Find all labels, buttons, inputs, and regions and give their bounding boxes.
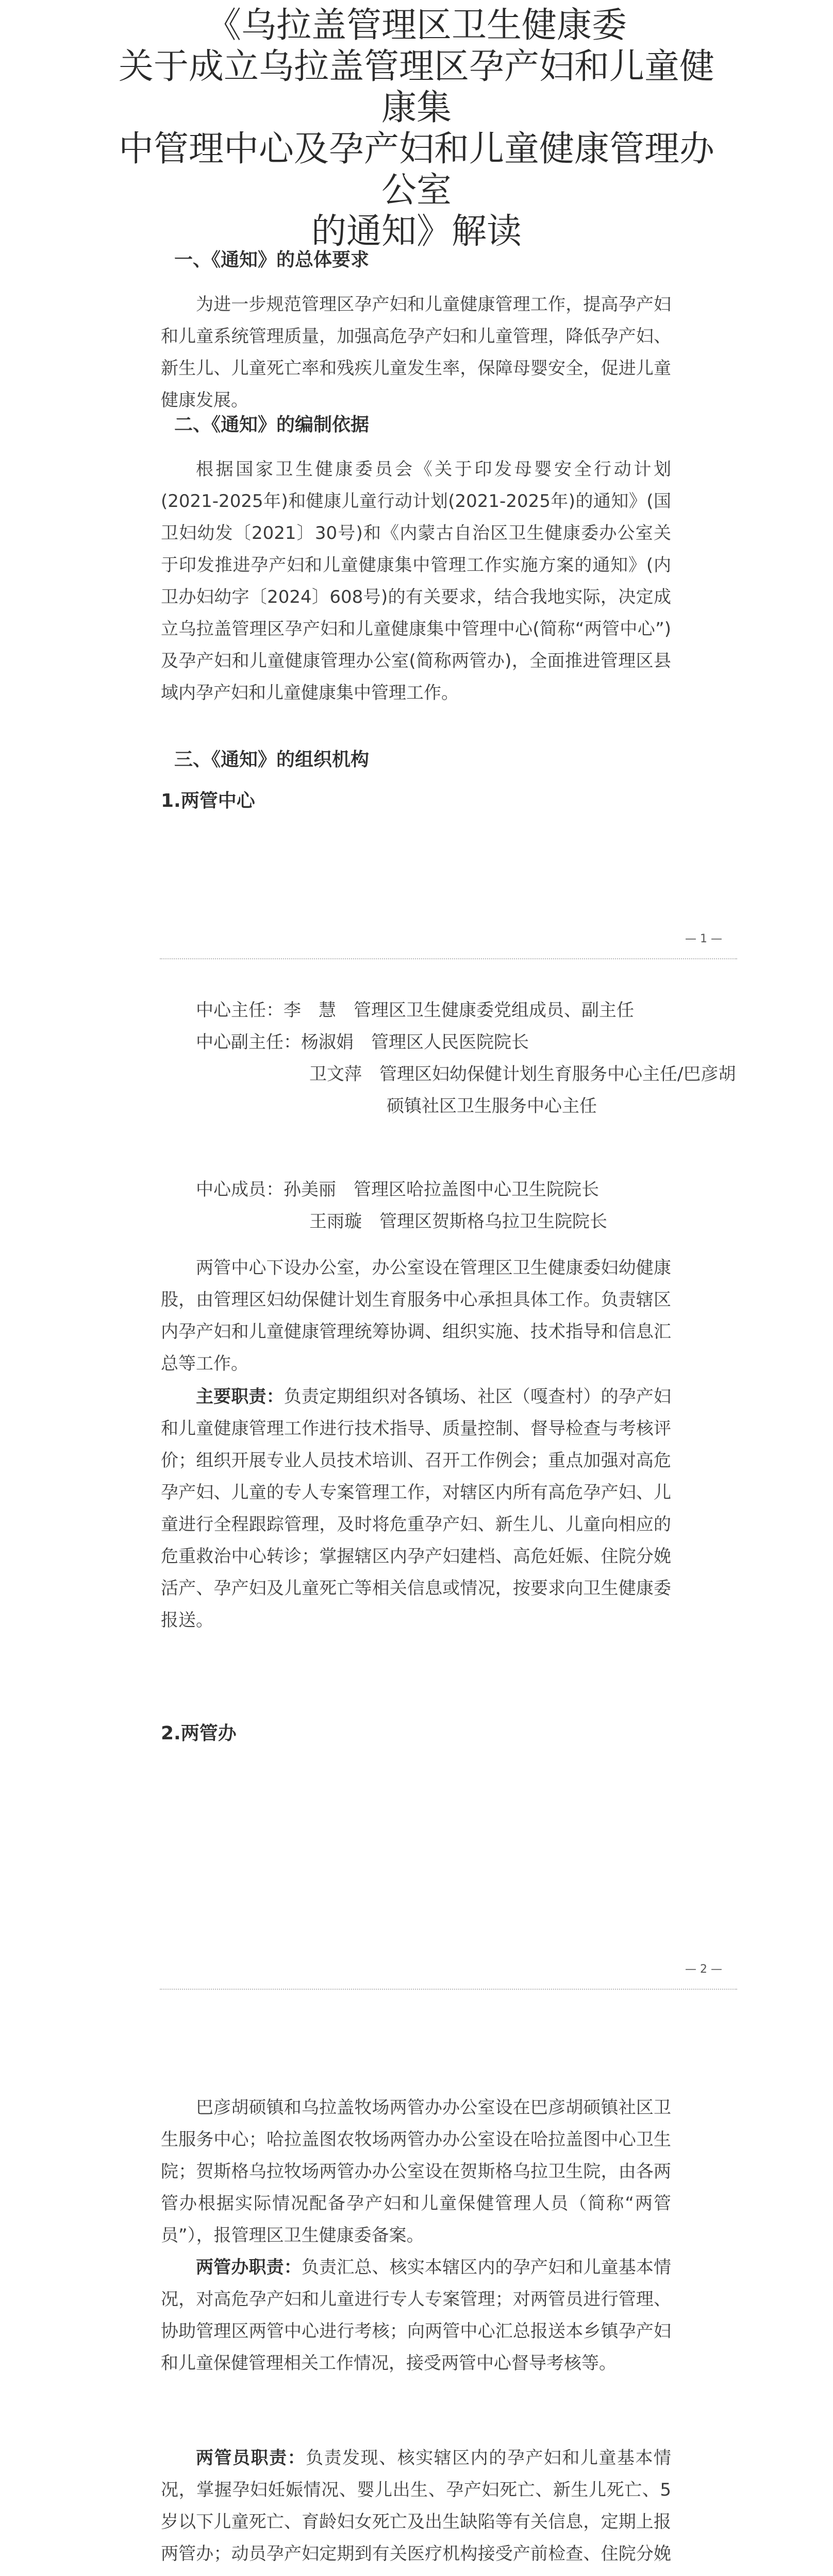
- offices-intro-paragraph: 巴彦胡硕镇和乌拉盖牧场两管办办公室设在巴彦胡硕镇社区卫生服务中心；哈拉盖图农牧场两管办办公室设在哈拉盖图中心卫生院；贺斯格乌拉牧场两管办办公室设在贺斯格乌拉卫生院，由各两管办根据实际情况配备孕产妇和儿童保健管理人员（简称“两管员”），报管理区卫生健康委备案。: [161, 2097, 671, 2246]
- main-duties-label: 主要职责：: [196, 1386, 284, 1407]
- staff-duties-label: 两管员职责：: [196, 2448, 306, 2468]
- office-duties-paragraph: [161, 2251, 671, 2379]
- title-line-1: 《乌拉盖管理区卫生健康委: [206, 5, 627, 46]
- office-paragraph: 两管中心下设办公室，办公室设在管理区卫生健康委妇幼健康股，由管理区妇幼保健计划生育服务中心承担具体工作。负责辖区内孕产妇和儿童健康管理统筹协调、组织实施、技术指导和信息汇总等工作。: [161, 1258, 671, 1374]
- page-number: — 2 —: [685, 1963, 722, 1976]
- member-2: 王雨璇 管理区贺斯格乌拉卫生院院长: [309, 1211, 607, 1232]
- title-line-4: 的通知》解读: [311, 211, 522, 252]
- subsection-two-centers-heading: 1.两管中心: [161, 790, 255, 811]
- document-title: [103, 5, 730, 252]
- main-duties-paragraph: [161, 1381, 671, 1636]
- section-2-body: 根据国家卫生健康委员会《关于印发母婴安全行动计划(2021-2025年)和健康儿童行动计划(2021-2025年)的通知》(国卫妇幼发〔2021〕30号)和《内蒙古自治区卫生健康委办公室关于印发推进孕产妇和儿童健康集中管理工作实施方案的通知》(内卫办妇幼字〔2024〕608号)的有关要求，结合我地实际，决定成立乌拉盖管理区孕产妇和儿童健康集中管理中心(简称“两管中心”)及孕产妇和儿童健康管理办公室(简称两管办)，全面推进管理区县域内孕产妇和儿童健康集中管理工作。: [161, 459, 671, 703]
- staff-duties-paragraph: [161, 2442, 671, 2576]
- section-2-heading: 二、《通知》的编制依据: [174, 414, 370, 435]
- office-duties-text: 负责汇总、核实本辖区内的孕产妇和儿童基本情况，对高危孕产妇和儿童进行专人专案管理；对两管员进行管理、协助管理区两管中心进行考核；向两管中心汇总报送本乡镇孕产妇和儿童保健管理相关工作情况，接受两管中心督导考核等。: [161, 2257, 672, 2374]
- main-duties-text: 负责定期组织对各镇场、社区（嘎查村）的孕产妇和儿童健康管理工作进行技术指导、质量控制、督导检查与考核评价；组织开展专业人员技术培训、召开工作例会；重点加强对高危孕产妇、儿童的专人专案管理工作，对辖区内所有高危孕产妇、儿童进行全程跟踪管理，及时将危重孕产妇、新生儿、儿童向相应的危重救治中心转诊；掌握辖区内孕产妇建档、高危妊娠、住院分娩活产、孕产妇及儿童死亡等相关信息或情况，按要求向卫生健康委报送。: [161, 1386, 672, 1631]
- title-line-3: 中管理中心及孕产妇和儿童健康管理办公室: [118, 129, 714, 211]
- page-number: — 1 —: [685, 933, 722, 945]
- subsection-two-offices-heading: 2.两管办: [161, 1723, 237, 1744]
- member-1: 中心成员：孙美丽 管理区哈拉盖图中心卫生院院长: [196, 1179, 599, 1200]
- office-duties-label: 两管办职责：: [196, 2257, 302, 2278]
- member-director: 中心主任：李 慧 管理区卫生健康委党组成员、副主任: [196, 1000, 634, 1021]
- title-line-2: 关于成立乌拉盖管理区孕产妇和儿童健康集: [118, 46, 714, 128]
- staff-duties-text: 负责发现、核实辖区内的孕产妇和儿童基本情况，掌握孕妇妊娠情况、婴儿出生、孕产妇死亡、新生儿死亡、5岁以下儿童死亡、育龄妇女死亡及出生缺陷等有关信息，定期上报两管办；动员孕产妇定期到有关医疗机构接受产前检查、住院分娩: [161, 2448, 672, 2564]
- member-deputy-director: 中心副主任：杨淑娟 管理区人民医院院长: [196, 1032, 529, 1053]
- member-deputy-director-2: 卫文萍 管理区妇幼保健计划生育服务中心主任/巴彦胡硕镇社区卫生服务中心主任: [309, 1064, 736, 1116]
- page-divider: [160, 958, 737, 959]
- page-divider: [160, 1989, 737, 1990]
- section-1-heading: 一、《通知》的总体要求: [174, 249, 370, 270]
- section-1-body: 为进一步规范管理区孕产妇和儿童健康管理工作，提高孕产妇和儿童系统管理质量，加强高危孕产妇和儿童管理，降低孕产妇、新生儿、儿童死亡率和残疾儿童发生率，保障母婴安全，促进儿童健康发展。: [161, 294, 671, 411]
- section-3-heading: 三、《通知》的组织机构: [174, 749, 370, 770]
